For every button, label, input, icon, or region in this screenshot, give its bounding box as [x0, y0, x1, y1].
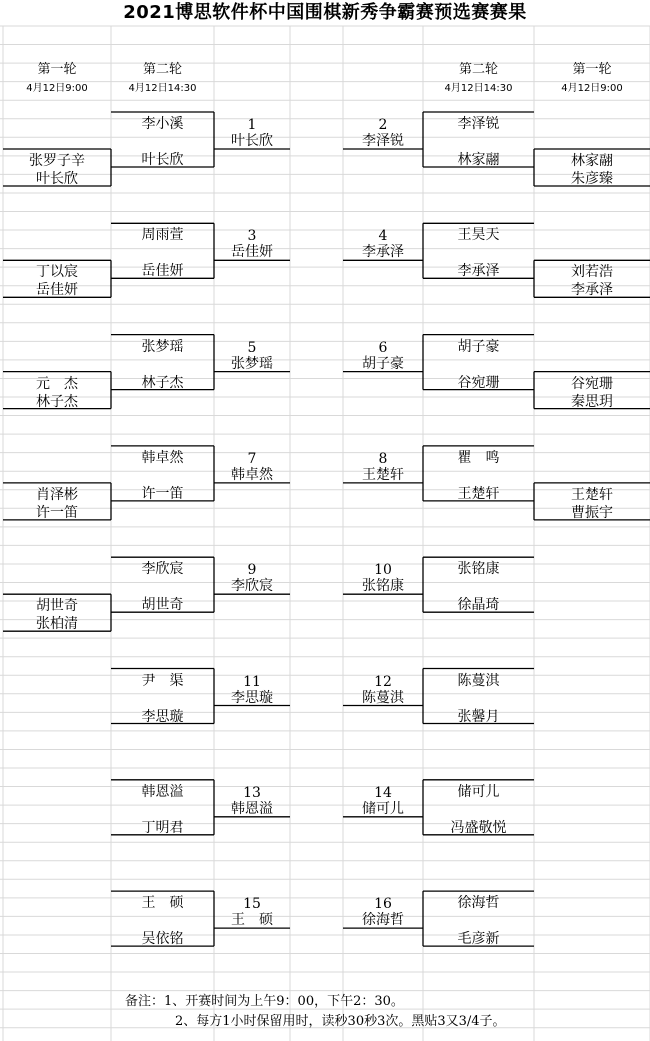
note-line-1: 备注：1、开赛时间为上午9：00，下午2：30。 — [125, 994, 404, 1009]
right-r2-player-top: 李泽锐 — [457, 116, 500, 132]
right-match-winner: 胡子豪 — [362, 355, 404, 372]
right-match-number: 4 — [378, 228, 388, 245]
left-match-winner: 叶长欣 — [231, 133, 273, 149]
left-match-winner: 王 硕 — [231, 912, 273, 929]
right-r1-player-bottom: 朱彦臻 — [571, 171, 613, 187]
right-r1-player-top: 王楚轩 — [571, 486, 613, 503]
right-match-winner: 徐海哲 — [362, 912, 404, 929]
right-r1-player-bottom: 李承泽 — [571, 282, 613, 299]
left-r2-player-top: 李小溪 — [141, 116, 184, 132]
left-r1-player-bottom: 许一笛 — [36, 504, 78, 521]
right-r1-player-top: 林家翮 — [571, 153, 613, 169]
left-r1-player-top: 肖泽彬 — [36, 486, 78, 503]
left-round1-date: 4月12日9:00 — [26, 83, 88, 94]
left-match-number: 13 — [243, 784, 261, 801]
right-round2-label: 第二轮 — [458, 62, 498, 77]
left-r1-player-bottom: 张柏清 — [36, 616, 78, 633]
right-match-winner: 张铭康 — [362, 578, 404, 595]
left-r1-player-top: 元 杰 — [36, 375, 78, 392]
right-r1-player-top: 谷宛珊 — [571, 375, 613, 392]
left-r1-player-bottom: 林子杰 — [36, 393, 78, 410]
right-match-winner: 陈蔓淇 — [362, 689, 404, 706]
left-r2-player-top: 尹 渠 — [141, 672, 184, 689]
left-round2-label: 第二轮 — [142, 62, 182, 77]
right-round1-date: 4月12日9:00 — [561, 83, 623, 94]
left-round1-label: 第一轮 — [37, 62, 77, 77]
left-match-number: 3 — [247, 228, 257, 245]
note-line-2: 2、每方1小时保留用时，读秒30秒3次。黑贴3又3/4子。 — [175, 1014, 506, 1029]
left-match-number: 9 — [247, 562, 257, 579]
right-match-number: 8 — [378, 450, 388, 467]
left-match-number: 5 — [247, 339, 257, 356]
left-r1-player-top: 张罗子辛 — [29, 153, 85, 169]
right-match-number: 10 — [374, 562, 392, 579]
left-r2-player-top: 李欣宸 — [141, 561, 184, 578]
right-r2-player-bottom: 谷宛珊 — [457, 374, 500, 391]
right-match-number: 6 — [378, 339, 388, 356]
left-match-number: 1 — [247, 117, 257, 133]
page-title: 2021博思软件杯中国围棋新秀争霸赛预选赛赛果 — [123, 2, 527, 23]
right-match-number: 14 — [374, 784, 392, 801]
right-round1-label: 第一轮 — [572, 62, 612, 77]
left-r1-player-top: 丁以宸 — [36, 264, 78, 281]
left-r2-player-bottom: 叶长欣 — [141, 152, 184, 168]
left-r2-player-bottom: 岳佳妍 — [141, 263, 184, 280]
right-r1-player-bottom: 曹振宇 — [571, 504, 613, 521]
right-r2-player-top: 张铭康 — [457, 561, 500, 578]
right-match-number: 16 — [374, 896, 392, 913]
right-r2-player-top: 储可儿 — [457, 783, 500, 800]
left-r2-player-top: 韩卓然 — [141, 449, 184, 466]
right-r1-player-top: 刘若浩 — [571, 264, 613, 281]
right-match-winner: 王楚轩 — [362, 466, 404, 483]
left-r2-player-top: 张梦瑶 — [141, 338, 184, 355]
left-r2-player-bottom: 胡世奇 — [141, 597, 184, 614]
right-r2-player-bottom: 毛彦新 — [457, 931, 500, 948]
left-match-winner: 张梦瑶 — [231, 355, 273, 372]
right-r2-player-bottom: 徐晶琦 — [457, 597, 500, 614]
left-match-winner: 岳佳妍 — [231, 244, 273, 261]
right-r2-player-bottom: 林家翮 — [457, 152, 500, 168]
left-r2-player-bottom: 吴依铭 — [141, 931, 184, 948]
right-match-number: 12 — [374, 673, 392, 690]
left-r2-player-top: 周雨萱 — [141, 227, 184, 244]
left-match-number: 11 — [243, 673, 261, 690]
right-r2-player-top: 陈蔓淇 — [457, 672, 500, 689]
right-match-winner: 储可儿 — [362, 800, 404, 817]
right-r2-player-bottom: 李承泽 — [457, 263, 500, 280]
left-match-winner: 韩卓然 — [231, 466, 273, 483]
right-r2-player-bottom: 王楚轩 — [457, 485, 500, 502]
left-r2-player-top: 韩恩溢 — [141, 783, 184, 800]
right-r2-player-bottom: 张馨月 — [457, 708, 500, 725]
right-match-number: 2 — [378, 117, 388, 133]
left-match-number: 15 — [243, 896, 261, 913]
left-round2-date: 4月12日14:30 — [128, 83, 197, 94]
left-r2-player-bottom: 林子杰 — [141, 374, 184, 391]
left-r1-player-top: 胡世奇 — [36, 598, 78, 615]
left-r2-player-bottom: 许一笛 — [141, 485, 184, 502]
right-r2-player-top: 胡子豪 — [457, 338, 500, 355]
left-match-winner: 李思璇 — [231, 689, 273, 706]
left-r2-player-top: 王 硕 — [141, 895, 184, 912]
left-r1-player-bottom: 叶长欣 — [36, 171, 78, 187]
right-r1-player-bottom: 秦思玥 — [571, 393, 613, 410]
right-r2-player-top: 王昊天 — [457, 227, 500, 244]
left-match-winner: 李欣宸 — [231, 578, 273, 595]
right-r2-player-top: 徐海哲 — [457, 895, 500, 912]
right-r2-player-bottom: 冯盛敬悦 — [450, 819, 507, 836]
left-r2-player-bottom: 丁明君 — [141, 819, 184, 836]
left-r1-player-bottom: 岳佳妍 — [36, 282, 78, 299]
left-match-winner: 韩恩溢 — [231, 800, 273, 817]
right-round2-date: 4月12日14:30 — [444, 83, 513, 94]
right-r2-player-top: 瞿 鸣 — [457, 449, 500, 466]
left-r2-player-bottom: 李思璇 — [141, 708, 184, 725]
left-match-number: 7 — [247, 450, 257, 467]
right-match-winner: 李泽锐 — [362, 133, 404, 149]
right-match-winner: 李承泽 — [362, 244, 404, 261]
